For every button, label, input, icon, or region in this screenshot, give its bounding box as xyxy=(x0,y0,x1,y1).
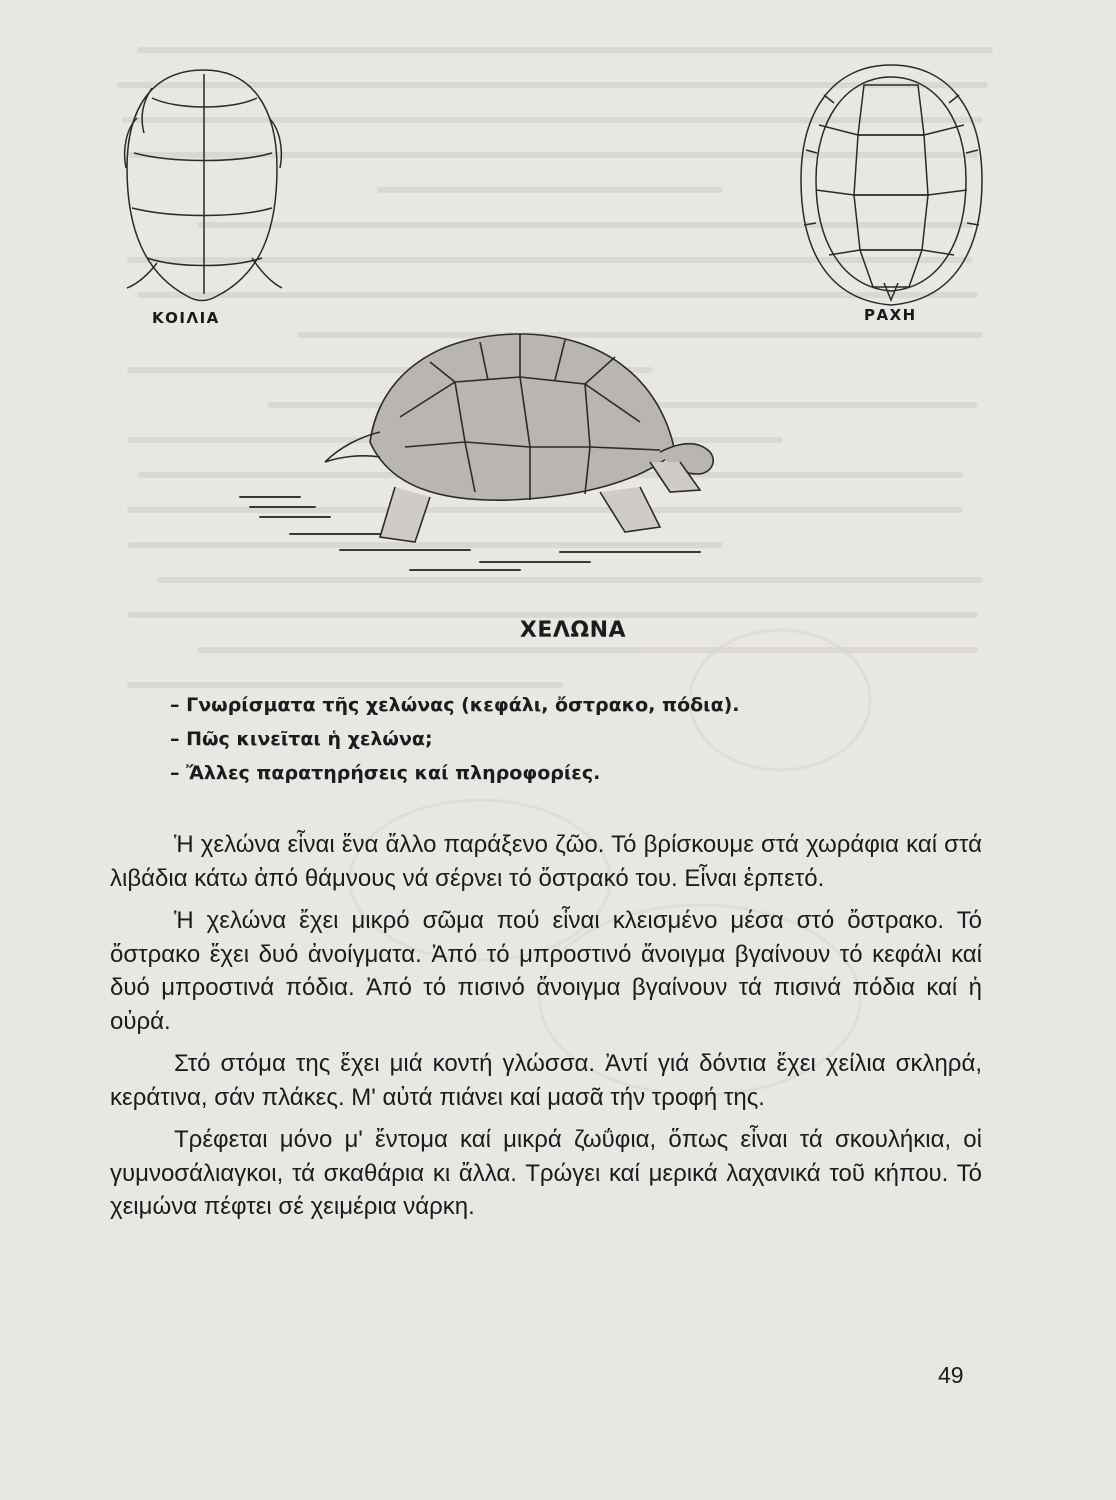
belly-label: ΚΟΙΛΙΑ xyxy=(152,309,220,327)
page-number: 49 xyxy=(938,1362,964,1388)
paragraph: Ἡ χελώνα ἔχει μικρό σῶμα πού εἶναι κλεισμένο μέσα στό ὄστρακο. Τό ὄστρακο ἔχει δυό ἀνοίγματα. Ἀπό τό μπροστινό ἄνοιγμα βγαίνουν τό κεφάλι καί δυό μπροστινά πόδια. Ἀπό τό πισινό ἄνοιγμα βγαίνουν τά πισινά πόδια καί ἡ οὐρά. xyxy=(110,907,982,1035)
paragraph: Τρέφεται μόνο μ' ἔντομα καί μικρά ζωΰφια, ὅπως εἶναι τά σκουλήκια, οἱ γυμνοσάλιαγκοι, τά σκαθάρια κι ἄλλα. Τρώγει καί μερικά λαχανικά τοῦ κήπου. Τό χειμώνα πέφτει σέ χειμέρια νάρκη. xyxy=(110,1126,982,1220)
question-item: – Ἄλλες παρατηρήσεις καί πληροφορίες. xyxy=(170,756,990,790)
belly-plastron-illustration xyxy=(112,58,292,308)
page-title: ΧΕΛΩΝΑ xyxy=(519,618,627,643)
question-item: – Πῶς κινεῖται ἡ χελώνα; xyxy=(170,722,990,756)
question-item: – Γνωρίσματα τῆς χελώνας (κεφάλι, ὄστρακο, πόδια). xyxy=(170,688,990,722)
tortoise-illustration xyxy=(230,322,730,582)
paragraph: Ἡ χελώνα εἶναι ἕνα ἄλλο παράξενο ζῶο. Τό βρίσκουμε στά χωράφια καί στά λιβάδια κάτω ἀπό θάμνους νά σέρνει τό ὄστρακό του. Εἶναι ἑρπετό. xyxy=(110,831,982,892)
back-label: ΡΑΧΗ xyxy=(864,306,917,324)
body-text xyxy=(110,828,982,1233)
back-carapace-illustration xyxy=(794,55,989,315)
paragraph: Στό στόμα της ἔχει μιά κοντή γλώσσα. Ἀντί γιά δόντια ἔχει χείλια σκληρά, κεράτινα, σάν πλάκες. Μ' αὐτά πιάνει καί μασᾶ τήν τροφή της. xyxy=(110,1050,982,1111)
study-questions-list xyxy=(170,688,990,790)
